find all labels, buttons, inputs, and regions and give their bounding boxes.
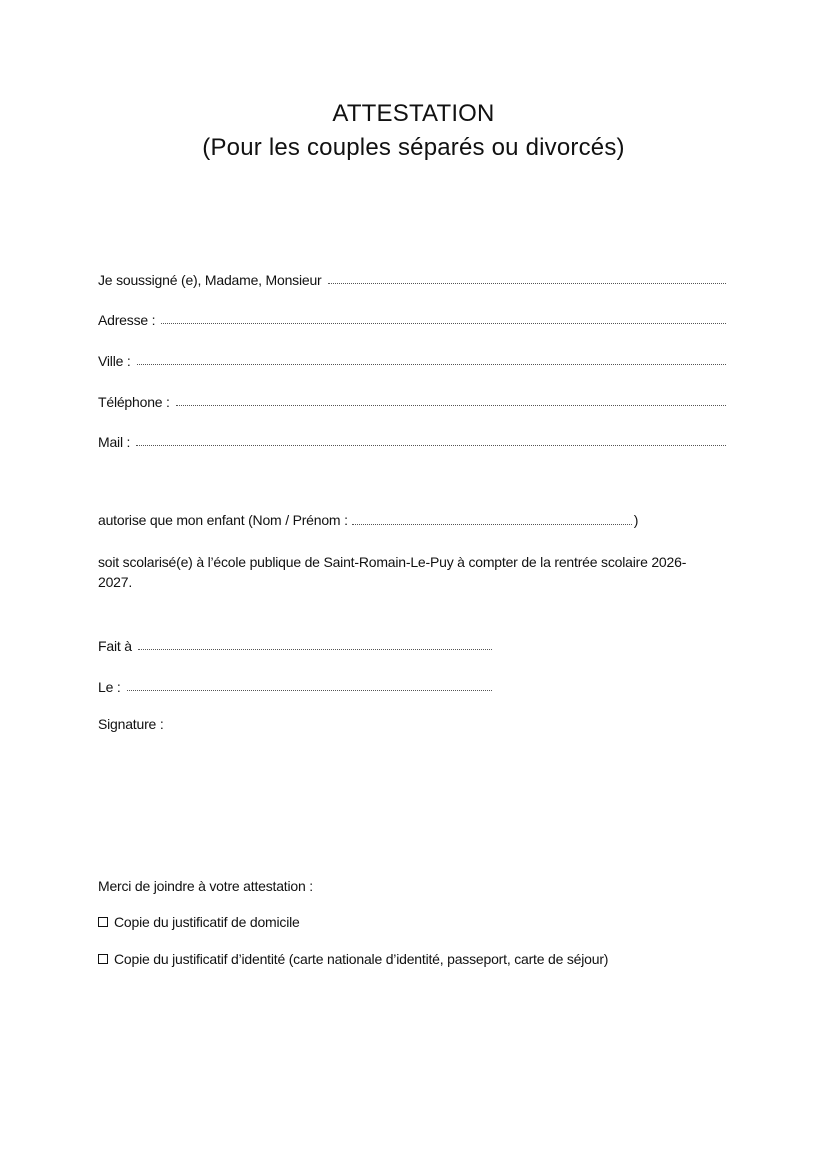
checkbox-icon[interactable] xyxy=(98,917,108,927)
name-dotted-line[interactable] xyxy=(328,282,726,284)
address-dotted-line[interactable] xyxy=(161,322,726,324)
attachment-label: Copie du justificatif d’identité (carte nationale d’identité, passeport, carte de séjour) xyxy=(114,951,609,967)
place-label: Fait à xyxy=(98,638,132,654)
child-name-prefix: autorise que mon enfant (Nom / Prénom : xyxy=(98,512,348,528)
city-field[interactable] xyxy=(98,347,726,369)
phone-field[interactable] xyxy=(98,388,726,410)
signature-label: Signature : xyxy=(98,716,164,732)
city-label: Ville : xyxy=(98,353,131,369)
date-dotted-line[interactable] xyxy=(127,689,492,691)
attachment-item-domicile[interactable] xyxy=(98,914,300,930)
name-label: Je soussigné (e), Madame, Monsieur xyxy=(98,272,322,288)
address-label: Adresse : xyxy=(98,312,156,328)
attachment-item-identity[interactable] xyxy=(98,951,608,967)
city-dotted-line[interactable] xyxy=(137,363,726,365)
child-name-dotted-line[interactable] xyxy=(352,523,632,525)
date-field[interactable] xyxy=(98,673,492,695)
mail-dotted-line[interactable] xyxy=(136,444,726,446)
school-statement: soit scolarisé(e) à l’école publique de Saint-Romain-Le-Puy à compter de la rentrée scolaire 2026-2027. xyxy=(98,554,687,590)
attachment-label: Copie du justificatif de domicile xyxy=(114,914,300,930)
place-dotted-line[interactable] xyxy=(138,648,492,650)
document-subtitle: (Pour les couples séparés ou divorcés) xyxy=(202,134,625,161)
child-name-line xyxy=(98,512,638,528)
phone-label: Téléphone : xyxy=(98,394,170,410)
document-title: ATTESTATION xyxy=(332,100,495,127)
address-field[interactable] xyxy=(98,306,726,328)
phone-dotted-line[interactable] xyxy=(176,404,726,406)
mail-label: Mail : xyxy=(98,434,131,450)
checkbox-icon[interactable] xyxy=(98,954,108,964)
name-field[interactable] xyxy=(98,266,726,288)
place-field[interactable] xyxy=(98,632,492,654)
child-name-suffix: ) xyxy=(633,512,639,528)
attachments-intro: Merci de joindre à votre attestation : xyxy=(98,878,313,894)
date-label: Le : xyxy=(98,679,121,695)
mail-field[interactable] xyxy=(98,428,726,450)
